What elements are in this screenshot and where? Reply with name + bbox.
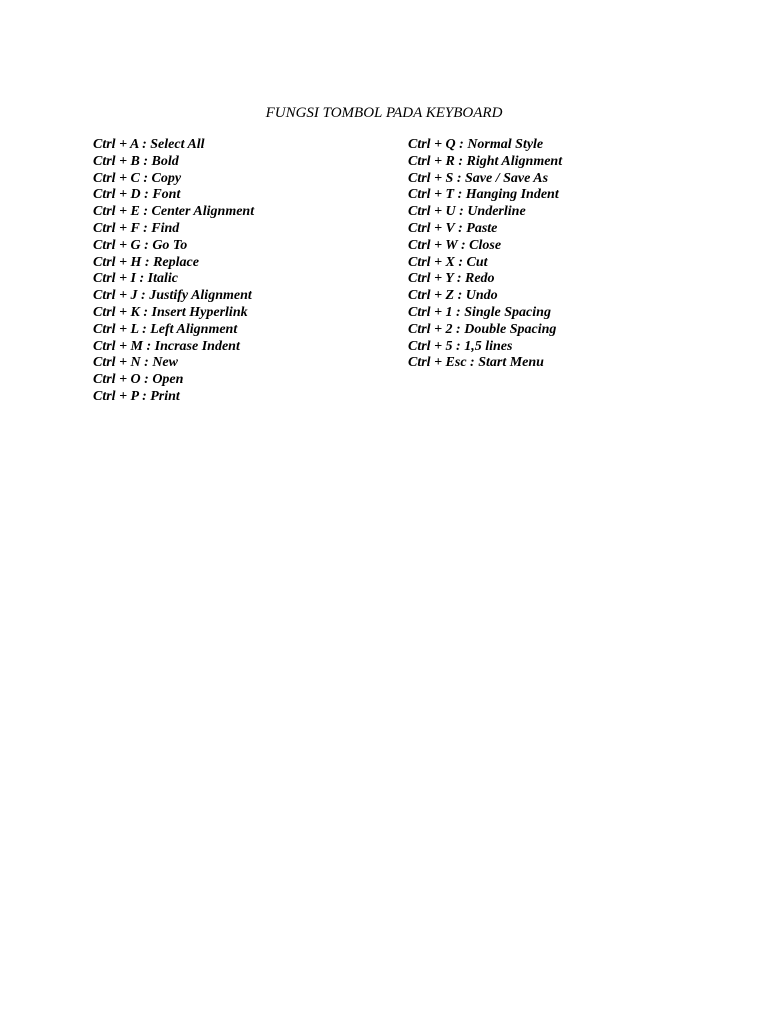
shortcut-item: Ctrl + R : Right Alignment <box>408 153 563 169</box>
shortcut-item: Ctrl + D : Font <box>93 187 181 203</box>
shortcut-item: Ctrl + O : Open <box>93 372 184 388</box>
shortcut-item: Ctrl + W : Close <box>408 237 502 253</box>
shortcut-item: Ctrl + 1 : Single Spacing <box>408 304 551 320</box>
shortcut-item: Ctrl + 2 : Double Spacing <box>408 321 557 337</box>
shortcut-item: Ctrl + A : Select All <box>93 137 205 152</box>
shortcut-item: Ctrl + F : Find <box>93 220 180 236</box>
shortcut-item: Ctrl + V : Paste <box>408 220 498 236</box>
shortcut-list-left <box>93 137 254 406</box>
shortcut-item: Ctrl + G : Go To <box>93 237 188 253</box>
shortcut-item: Ctrl + X : Cut <box>408 254 488 270</box>
shortcut-item: Ctrl + C : Copy <box>93 170 182 186</box>
shortcut-item: Ctrl + H : Replace <box>93 254 199 270</box>
shortcut-item: Ctrl + M : Incrase Indent <box>93 338 240 354</box>
shortcut-item: Ctrl + B : Bold <box>93 153 179 169</box>
shortcut-item: Ctrl + Z : Undo <box>408 288 498 304</box>
shortcut-item: Ctrl + N : New <box>93 355 178 371</box>
shortcut-item: Ctrl + Esc : Start Menu <box>408 355 544 371</box>
shortcut-item: Ctrl + L : Left Alignment <box>93 321 238 337</box>
shortcut-item: Ctrl + J : Justify Alignment <box>93 288 252 304</box>
shortcut-item: Ctrl + I : Italic <box>93 271 178 287</box>
shortcut-item: Ctrl + Y : Redo <box>408 271 495 287</box>
shortcut-item: Ctrl + 5 : 1,5 lines <box>408 338 513 354</box>
shortcut-item: Ctrl + P : Print <box>93 388 180 404</box>
shortcut-item: Ctrl + Q : Normal Style <box>408 137 544 152</box>
shortcut-item: Ctrl + K : Insert Hyperlink <box>93 304 248 320</box>
shortcut-item: Ctrl + E : Center Alignment <box>93 204 255 220</box>
shortcut-list-right <box>408 137 562 372</box>
shortcut-item: Ctrl + S : Save / Save As <box>408 170 549 186</box>
document-title: FUNGSI TOMBOL PADA KEYBOARD <box>265 105 503 121</box>
shortcut-item: Ctrl + U : Underline <box>408 204 526 220</box>
shortcut-item: Ctrl + T : Hanging Indent <box>408 187 559 203</box>
